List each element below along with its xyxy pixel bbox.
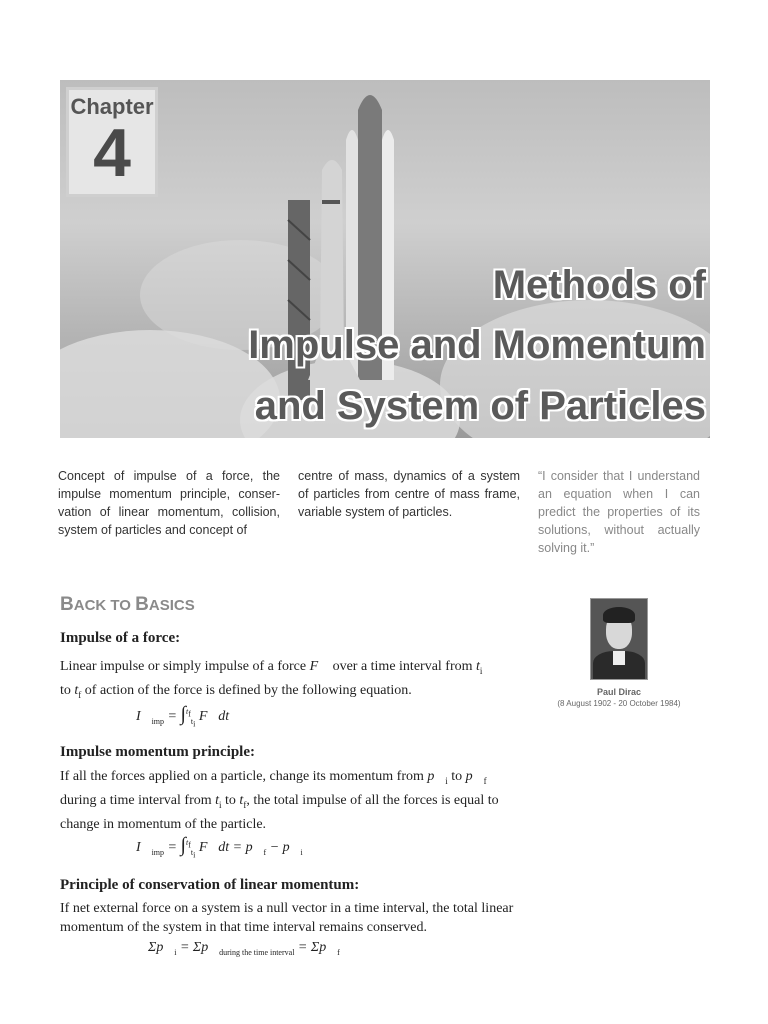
portrait-name: Paul Dirac [596, 687, 642, 697]
intro-column-2: centre of mass, dynamics of a system of particles from centre of mass frame, variable system of particles. [298, 469, 520, 519]
portrait-dates: (8 August 1902 - 20 October 1984) [557, 699, 681, 708]
conservation-equation: $\Sigma p⃗_i$ = $\Sigma p⃗_{during the time interval}$ = $\Sigma p⃗_f$ [148, 940, 340, 957]
impulse-equation: $I⃗_{imp} = \int^{t_f}_{t_i}$ F⃗dt [136, 703, 230, 729]
paul-dirac-portrait [590, 598, 648, 680]
section-heading-back-to-basics: BACK TO BASICS [60, 594, 195, 615]
chapter-title-line-1: Methods of [492, 263, 706, 307]
chapter-box [66, 87, 158, 197]
impulse-paragraph: Linear impulse or simply impulse of a force F⃗ over a time interval from $t_i$ to $t_f$ of action of the force is defined by the following equation. [60, 659, 483, 700]
chapter-title-line-3: and System of Particles [254, 384, 706, 428]
heading-impulse-momentum-principle: Impulse momentum principle: [60, 744, 255, 760]
principle-paragraph: If all the forces applied on a particle, change its momentum from $p⃗_i$ to $p⃗_f$ during a time interval from $t_i$ to $t_f$, the total impulse of all the forces is equal to change in momentum of the particle. [60, 769, 499, 832]
conservation-paragraph: If net external force on a system is a null vector in a time interval, the total linear momentum of the system in that time interval remains conserved. [60, 901, 514, 935]
dirac-quote: “I consider that I understand an equation when I can predict the properties of its solutions, without actually solving it.” [538, 469, 700, 555]
chapter-label: Chapter [70, 94, 154, 119]
intro-column-1: Concept of impulse of a force, the impulse momentum principle, conser-vation of linear momentum, collision, system of particles and concept of [58, 469, 280, 537]
heading-impulse-of-force: Impulse of a force: [60, 630, 181, 646]
chapter-title-line-2: Impulse and Momentum [248, 323, 706, 367]
heading-conservation-linear-momentum: Principle of conservation of linear momentum: [60, 877, 360, 893]
chapter-number: 4 [93, 115, 131, 191]
principle-equation: $I⃗_{imp} = \int^{t_f}_{t_i}$ F⃗dt = $p⃗_f$ − $p⃗_i$ [136, 834, 303, 860]
